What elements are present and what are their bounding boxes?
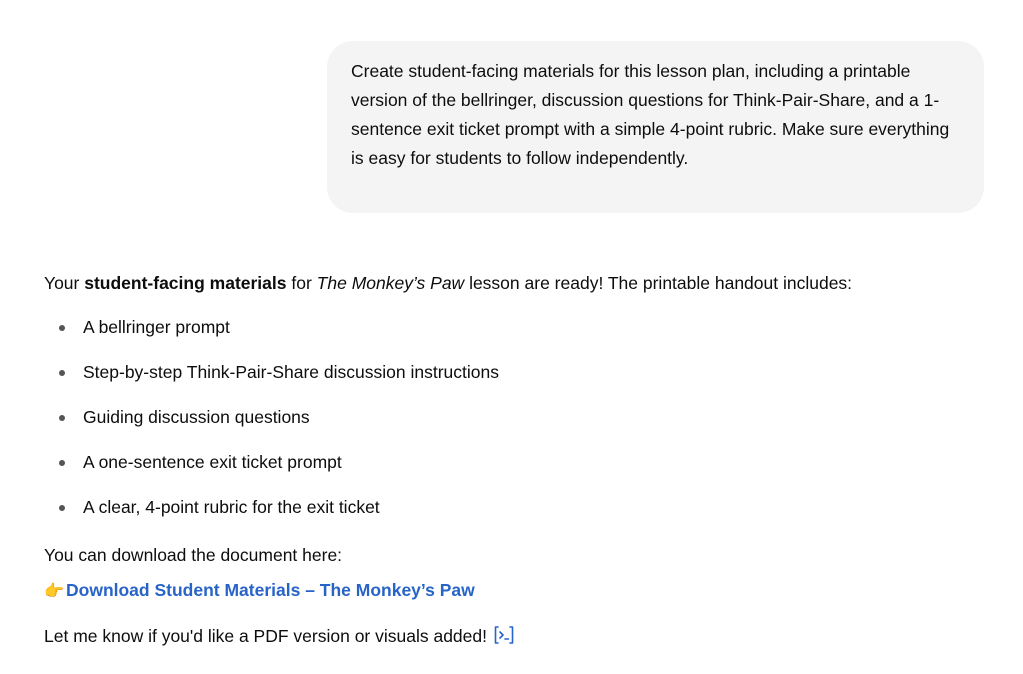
list-item: [44, 312, 1004, 357]
code-interpreter-icon[interactable]: [493, 625, 515, 645]
list-item-text: Step-by-step Think-Pair-Share discussion instructions: [83, 362, 499, 382]
list-item-text: A bellringer prompt: [83, 317, 230, 337]
intro-bold: student-facing materials: [84, 273, 287, 293]
assistant-message: [44, 268, 1004, 651]
user-message-text: Create student-facing materials for this lesson plan, including a printable version of the bellringer, discussion questions for Think-Pair-Share, and a 1-sentence exit ticket prompt with a simple 4-point rubric. Make sure everything is easy for students to follow independently.: [351, 61, 950, 168]
pointing-hand-icon: 👉: [44, 583, 64, 600]
user-message-bubble: [327, 41, 984, 213]
list-item: [44, 402, 1004, 447]
download-lead-text: You can download the document here:: [44, 545, 343, 565]
list-item-text: Guiding discussion questions: [83, 407, 310, 427]
assistant-intro: [44, 268, 1004, 298]
intro-prefix: Your: [44, 273, 85, 293]
closing-text: Let me know if you'd like a PDF version or visuals added!: [44, 626, 487, 646]
list-item-text: A clear, 4-point rubric for the exit ticket: [83, 497, 380, 517]
bullet-dot-icon: [59, 370, 65, 376]
bullet-dot-icon: [59, 460, 65, 466]
bullet-dot-icon: [59, 505, 65, 511]
list-item: [44, 357, 1004, 402]
bullet-dot-icon: [59, 325, 65, 331]
download-link[interactable]: Download Student Materials – The Monkey’s Paw: [66, 580, 475, 600]
download-line: [44, 575, 1004, 607]
handout-contents-list: [44, 312, 1004, 537]
intro-middle: for: [286, 273, 317, 293]
list-item-text: A one-sentence exit ticket prompt: [83, 452, 342, 472]
bullet-dot-icon: [59, 415, 65, 421]
list-item: [44, 492, 1004, 537]
intro-suffix: lesson are ready! The printable handout includes:: [464, 273, 853, 293]
closing-line: [44, 621, 1004, 651]
intro-title-italic: The Monkey’s Paw: [316, 273, 465, 293]
list-item: [44, 447, 1004, 492]
